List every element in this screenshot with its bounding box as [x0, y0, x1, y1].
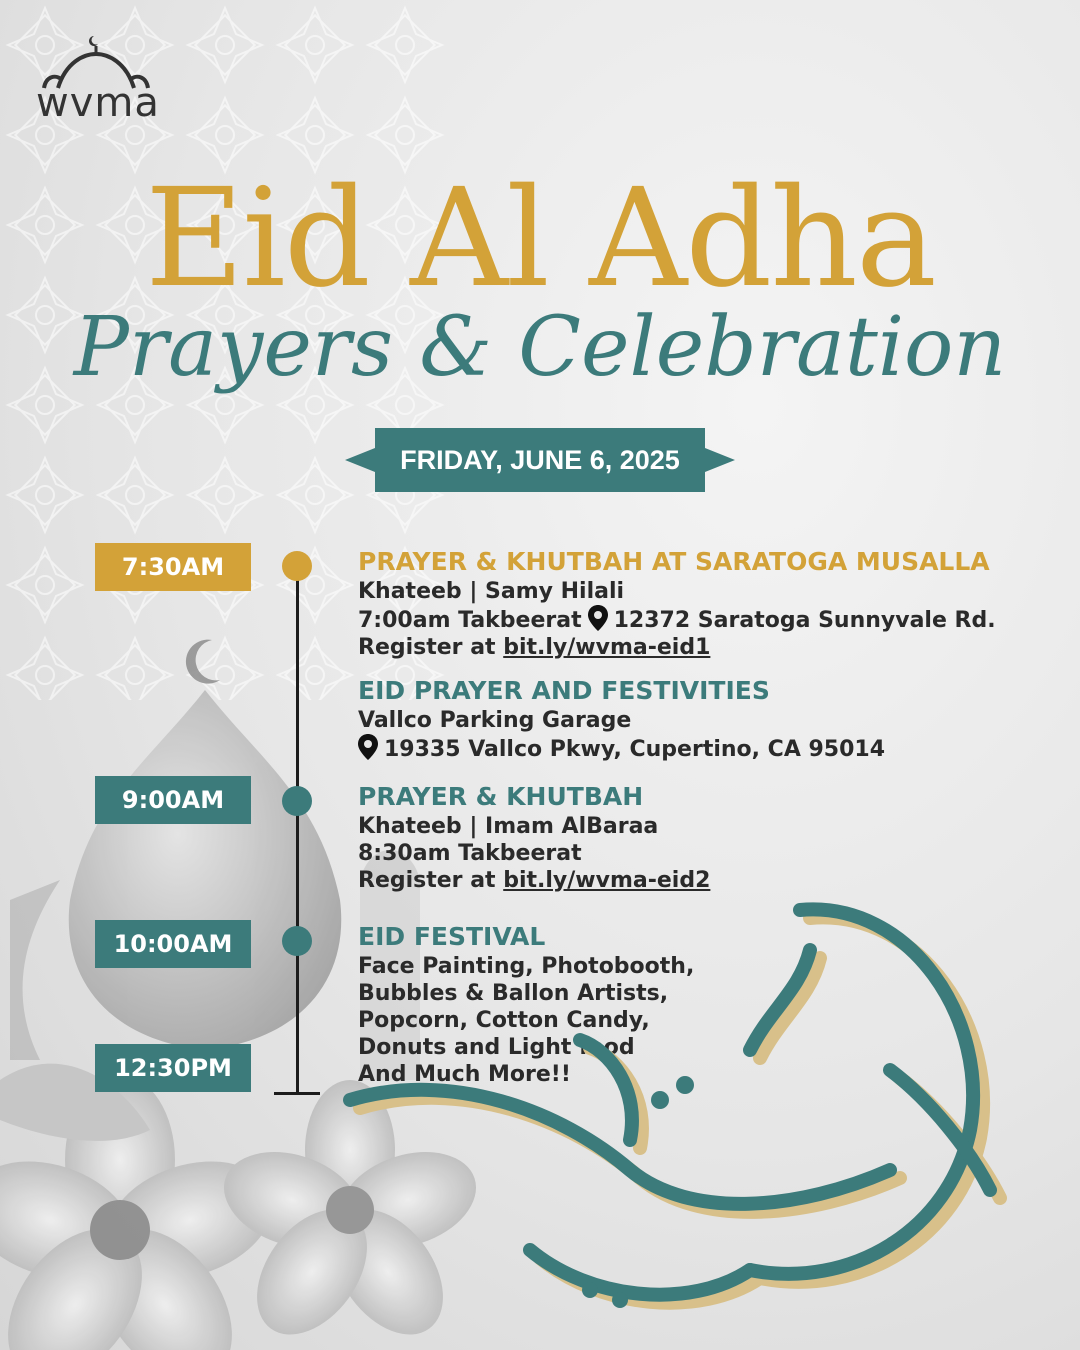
- eid-calligraphy: [330, 870, 1070, 1340]
- timeline-end: [274, 1092, 320, 1095]
- page-title: Eid Al Adha: [145, 160, 935, 318]
- event-khateeb: Khateeb | Imam AlBaraa: [358, 814, 659, 839]
- event-venue: Vallco Parking Garage: [358, 708, 632, 733]
- time-tag: 12:30PM: [95, 1044, 251, 1092]
- page-subtitle: Prayers & Celebration: [73, 300, 1007, 395]
- register-label: Register at: [358, 868, 504, 893]
- festival-item: Popcorn, Cotton Candy,: [358, 1008, 650, 1033]
- festival-item: And Much More!!: [358, 1062, 571, 1087]
- time-tag: 9:00AM: [95, 776, 251, 824]
- event-vallco: [358, 676, 1058, 763]
- event-takbeerat: 8:30am Takbeerat: [358, 841, 582, 866]
- event-title: PRAYER & KHUTBAH: [358, 782, 644, 811]
- event-khateeb: Khateeb | Samy Hilali: [358, 579, 625, 604]
- date-badge: [345, 428, 735, 492]
- event-date: FRIDAY, JUNE 6, 2025: [400, 445, 680, 475]
- register-link[interactable]: bit.ly/wvma-eid1: [503, 635, 711, 660]
- event-takbeerat-line: [358, 605, 1058, 634]
- time-tag: 10:00AM: [95, 920, 251, 968]
- event-address: 19335 Vallco Pkwy, Cupertino, CA 95014: [384, 737, 886, 762]
- timeline-dot: [282, 786, 312, 816]
- event-address-line: [358, 734, 1058, 763]
- festival-item: Face Painting, Photobooth,: [358, 954, 695, 979]
- timeline-line: [296, 570, 299, 1094]
- festival-item: Bubbles & Ballon Artists,: [358, 981, 669, 1006]
- wvma-logo: [36, 32, 160, 126]
- festival-item: Donuts and Light food: [358, 1035, 635, 1060]
- timeline-dot: [282, 551, 312, 581]
- event-title: EID FESTIVAL: [358, 922, 546, 951]
- time-tag: 7:30AM: [95, 543, 251, 591]
- location-pin-icon: [358, 734, 378, 760]
- event-title: EID PRAYER AND FESTIVITIES: [358, 676, 770, 705]
- event-title: PRAYER & KHUTBAH AT SARATOGA MUSALLA: [358, 547, 990, 576]
- location-pin-icon: [588, 605, 608, 631]
- event-address: 12372 Saratoga Sunnyvale Rd.: [613, 608, 996, 633]
- event-saratoga: [358, 547, 1058, 661]
- register-link[interactable]: bit.ly/wvma-eid2: [503, 868, 711, 893]
- register-label: Register at: [358, 635, 504, 660]
- timeline-dot: [282, 926, 312, 956]
- logo-text: wvma: [36, 80, 160, 126]
- event-takbeerat: 7:00am Takbeerat: [358, 608, 582, 633]
- event-register: [358, 634, 1058, 661]
